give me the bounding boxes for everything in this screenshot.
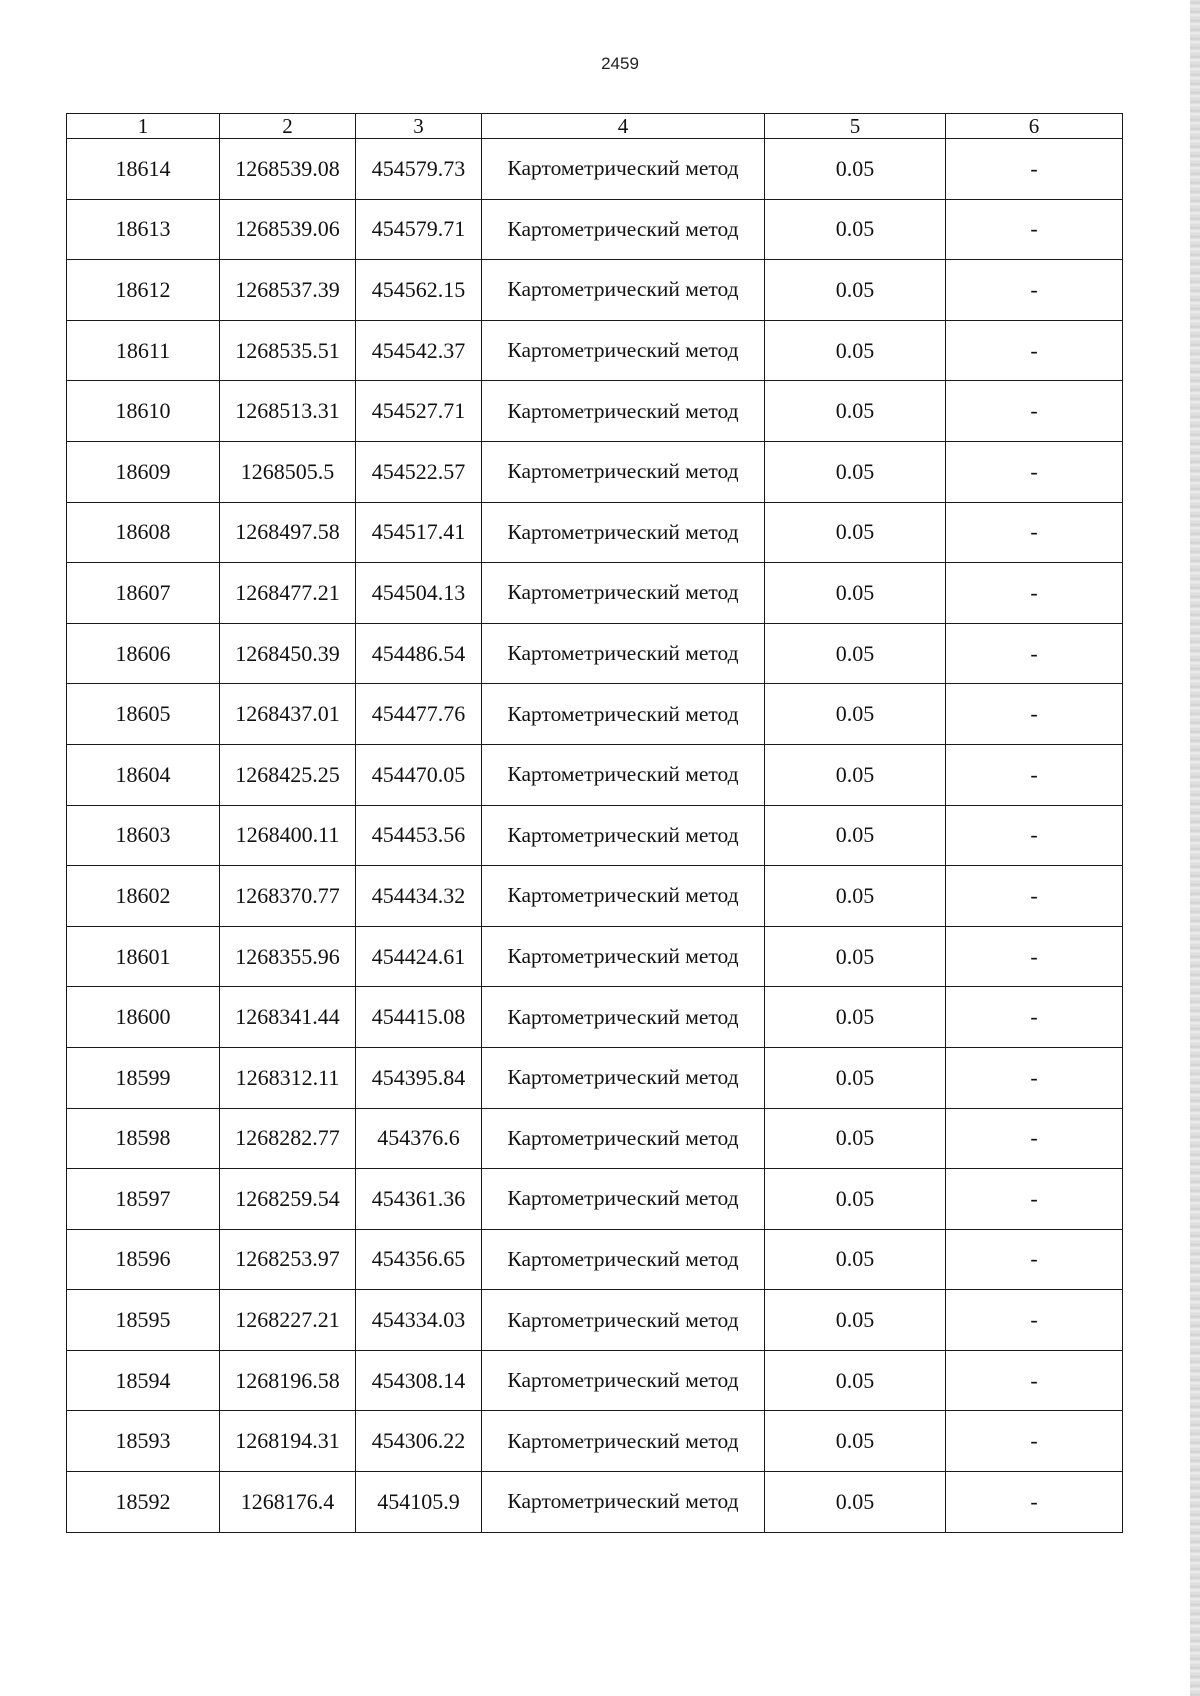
method-cell: Картометрический метод [482, 926, 765, 987]
method-cell: Картометрический метод [482, 139, 765, 200]
x-coordinate-cell: 1268196.58 [220, 1350, 356, 1411]
scan-edge [1190, 0, 1200, 1696]
x-coordinate-cell: 1268535.51 [220, 320, 356, 381]
method-cell: Картометрический метод [482, 987, 765, 1048]
accuracy-cell: 0.05 [765, 139, 946, 200]
method-cell: Картометрический метод [482, 805, 765, 866]
x-coordinate-cell: 1268282.77 [220, 1108, 356, 1169]
note-cell: - [946, 1229, 1123, 1290]
table-row [67, 381, 1123, 442]
y-coordinate-cell: 454522.57 [356, 441, 482, 502]
table-row [67, 684, 1123, 745]
table-row [67, 1229, 1123, 1290]
column-header: 2 [220, 114, 356, 139]
y-coordinate-cell: 454434.32 [356, 866, 482, 927]
note-cell: - [946, 320, 1123, 381]
table-row [67, 441, 1123, 502]
point-number-cell: 18600 [67, 987, 220, 1048]
point-number-cell: 18601 [67, 926, 220, 987]
y-coordinate-cell: 454527.71 [356, 381, 482, 442]
x-coordinate-cell: 1268400.11 [220, 805, 356, 866]
y-coordinate-cell: 454470.05 [356, 744, 482, 805]
x-coordinate-cell: 1268312.11 [220, 1047, 356, 1108]
accuracy-cell: 0.05 [765, 926, 946, 987]
note-cell: - [946, 1047, 1123, 1108]
x-coordinate-cell: 1268505.5 [220, 441, 356, 502]
x-coordinate-cell: 1268259.54 [220, 1169, 356, 1230]
accuracy-cell: 0.05 [765, 1350, 946, 1411]
y-coordinate-cell: 454105.9 [356, 1472, 482, 1533]
accuracy-cell: 0.05 [765, 1229, 946, 1290]
x-coordinate-cell: 1268341.44 [220, 987, 356, 1048]
point-number-cell: 18610 [67, 381, 220, 442]
y-coordinate-cell: 454579.71 [356, 199, 482, 260]
x-coordinate-cell: 1268497.58 [220, 502, 356, 563]
note-cell: - [946, 1472, 1123, 1533]
method-cell: Картометрический метод [482, 199, 765, 260]
method-cell: Картометрический метод [482, 381, 765, 442]
accuracy-cell: 0.05 [765, 1108, 946, 1169]
table-row [67, 502, 1123, 563]
accuracy-cell: 0.05 [765, 1047, 946, 1108]
column-header: 3 [356, 114, 482, 139]
accuracy-cell: 0.05 [765, 1472, 946, 1533]
method-cell: Картометрический метод [482, 1169, 765, 1230]
accuracy-cell: 0.05 [765, 563, 946, 624]
x-coordinate-cell: 1268227.21 [220, 1290, 356, 1351]
accuracy-cell: 0.05 [765, 623, 946, 684]
y-coordinate-cell: 454517.41 [356, 502, 482, 563]
point-number-cell: 18593 [67, 1411, 220, 1472]
x-coordinate-cell: 1268437.01 [220, 684, 356, 745]
y-coordinate-cell: 454579.73 [356, 139, 482, 200]
note-cell: - [946, 684, 1123, 745]
point-number-cell: 18594 [67, 1350, 220, 1411]
y-coordinate-cell: 454376.6 [356, 1108, 482, 1169]
y-coordinate-cell: 454542.37 [356, 320, 482, 381]
method-cell: Картометрический метод [482, 866, 765, 927]
method-cell: Картометрический метод [482, 1290, 765, 1351]
accuracy-cell: 0.05 [765, 502, 946, 563]
accuracy-cell: 0.05 [765, 866, 946, 927]
coordinates-table [66, 113, 1123, 1533]
note-cell: - [946, 866, 1123, 927]
accuracy-cell: 0.05 [765, 381, 946, 442]
method-cell: Картометрический метод [482, 320, 765, 381]
accuracy-cell: 0.05 [765, 805, 946, 866]
point-number-cell: 18609 [67, 441, 220, 502]
table-header [67, 114, 1123, 139]
note-cell: - [946, 260, 1123, 321]
accuracy-cell: 0.05 [765, 744, 946, 805]
point-number-cell: 18613 [67, 199, 220, 260]
method-cell: Картометрический метод [482, 1350, 765, 1411]
table-row [67, 805, 1123, 866]
y-coordinate-cell: 454415.08 [356, 987, 482, 1048]
y-coordinate-cell: 454334.03 [356, 1290, 482, 1351]
table-row [67, 320, 1123, 381]
table-row [67, 139, 1123, 200]
table-body [67, 139, 1123, 1533]
point-number-cell: 18602 [67, 866, 220, 927]
y-coordinate-cell: 454308.14 [356, 1350, 482, 1411]
x-coordinate-cell: 1268450.39 [220, 623, 356, 684]
method-cell: Картометрический метод [482, 1411, 765, 1472]
method-cell: Картометрический метод [482, 563, 765, 624]
note-cell: - [946, 1290, 1123, 1351]
note-cell: - [946, 502, 1123, 563]
point-number-cell: 18607 [67, 563, 220, 624]
method-cell: Картометрический метод [482, 1108, 765, 1169]
method-cell: Картометрический метод [482, 1047, 765, 1108]
column-header: 6 [946, 114, 1123, 139]
x-coordinate-cell: 1268370.77 [220, 866, 356, 927]
point-number-cell: 18612 [67, 260, 220, 321]
x-coordinate-cell: 1268539.08 [220, 139, 356, 200]
x-coordinate-cell: 1268513.31 [220, 381, 356, 442]
table-row [67, 563, 1123, 624]
accuracy-cell: 0.05 [765, 1169, 946, 1230]
table-row [67, 1108, 1123, 1169]
note-cell: - [946, 1108, 1123, 1169]
note-cell: - [946, 623, 1123, 684]
note-cell: - [946, 1411, 1123, 1472]
y-coordinate-cell: 454356.65 [356, 1229, 482, 1290]
x-coordinate-cell: 1268194.31 [220, 1411, 356, 1472]
table-row [67, 926, 1123, 987]
y-coordinate-cell: 454562.15 [356, 260, 482, 321]
accuracy-cell: 0.05 [765, 987, 946, 1048]
column-header: 4 [482, 114, 765, 139]
method-cell: Картометрический метод [482, 744, 765, 805]
note-cell: - [946, 987, 1123, 1048]
table-row [67, 1169, 1123, 1230]
table-row [67, 623, 1123, 684]
y-coordinate-cell: 454504.13 [356, 563, 482, 624]
note-cell: - [946, 1169, 1123, 1230]
point-number-cell: 18605 [67, 684, 220, 745]
header-row [67, 114, 1123, 139]
column-header: 5 [765, 114, 946, 139]
method-cell: Картометрический метод [482, 260, 765, 321]
y-coordinate-cell: 454395.84 [356, 1047, 482, 1108]
point-number-cell: 18611 [67, 320, 220, 381]
x-coordinate-cell: 1268477.21 [220, 563, 356, 624]
point-number-cell: 18608 [67, 502, 220, 563]
y-coordinate-cell: 454453.56 [356, 805, 482, 866]
note-cell: - [946, 139, 1123, 200]
y-coordinate-cell: 454424.61 [356, 926, 482, 987]
method-cell: Картометрический метод [482, 684, 765, 745]
point-number-cell: 18595 [67, 1290, 220, 1351]
accuracy-cell: 0.05 [765, 684, 946, 745]
accuracy-cell: 0.05 [765, 260, 946, 321]
point-number-cell: 18606 [67, 623, 220, 684]
note-cell: - [946, 441, 1123, 502]
x-coordinate-cell: 1268537.39 [220, 260, 356, 321]
y-coordinate-cell: 454477.76 [356, 684, 482, 745]
method-cell: Картометрический метод [482, 1229, 765, 1290]
point-number-cell: 18599 [67, 1047, 220, 1108]
x-coordinate-cell: 1268253.97 [220, 1229, 356, 1290]
method-cell: Картометрический метод [482, 502, 765, 563]
x-coordinate-cell: 1268176.4 [220, 1472, 356, 1533]
x-coordinate-cell: 1268539.06 [220, 199, 356, 260]
y-coordinate-cell: 454361.36 [356, 1169, 482, 1230]
table-row [67, 866, 1123, 927]
point-number-cell: 18597 [67, 1169, 220, 1230]
method-cell: Картометрический метод [482, 441, 765, 502]
note-cell: - [946, 744, 1123, 805]
page-number: 2459 [601, 54, 639, 73]
y-coordinate-cell: 454306.22 [356, 1411, 482, 1472]
table-row [67, 1411, 1123, 1472]
accuracy-cell: 0.05 [765, 1411, 946, 1472]
table-row [67, 1290, 1123, 1351]
point-number-cell: 18614 [67, 139, 220, 200]
column-header: 1 [67, 114, 220, 139]
note-cell: - [946, 381, 1123, 442]
table-row [67, 1047, 1123, 1108]
point-number-cell: 18603 [67, 805, 220, 866]
point-number-cell: 18592 [67, 1472, 220, 1533]
point-number-cell: 18598 [67, 1108, 220, 1169]
x-coordinate-cell: 1268425.25 [220, 744, 356, 805]
point-number-cell: 18596 [67, 1229, 220, 1290]
note-cell: - [946, 563, 1123, 624]
table-row [67, 744, 1123, 805]
accuracy-cell: 0.05 [765, 1290, 946, 1351]
note-cell: - [946, 199, 1123, 260]
note-cell: - [946, 926, 1123, 987]
y-coordinate-cell: 454486.54 [356, 623, 482, 684]
point-number-cell: 18604 [67, 744, 220, 805]
table-row [67, 260, 1123, 321]
table-row [67, 1350, 1123, 1411]
accuracy-cell: 0.05 [765, 199, 946, 260]
table-row [67, 1472, 1123, 1533]
accuracy-cell: 0.05 [765, 320, 946, 381]
x-coordinate-cell: 1268355.96 [220, 926, 356, 987]
accuracy-cell: 0.05 [765, 441, 946, 502]
method-cell: Картометрический метод [482, 1472, 765, 1533]
table-row [67, 199, 1123, 260]
note-cell: - [946, 1350, 1123, 1411]
method-cell: Картометрический метод [482, 623, 765, 684]
note-cell: - [946, 805, 1123, 866]
table-row [67, 987, 1123, 1048]
